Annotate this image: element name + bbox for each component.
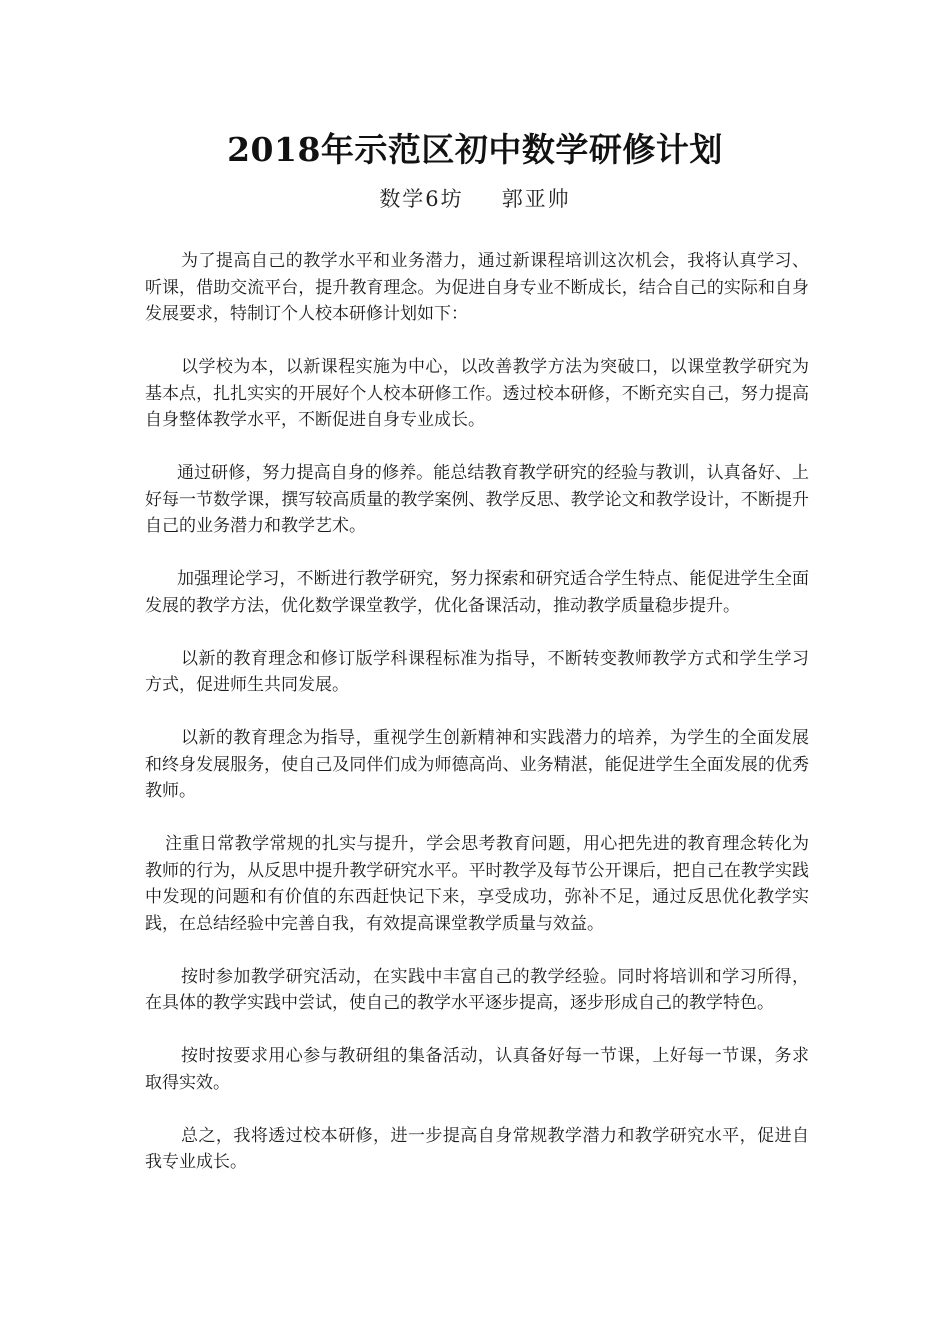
author-group: 数学6坊 [379, 187, 464, 211]
paragraph-conclusion: 总之，我将透过校本研修，进一步提高自身常规教学潜力和教学研究水平，促进自我专业成长。 [145, 1125, 809, 1172]
paragraph-theory-study: 加强理论学习，不断进行教学研究，努力探索和研究适合学生特点、能促进学生全面发展的教学方法，优化数学课堂教学，优化备课活动，推动教学质量稳步提升。 [145, 569, 809, 616]
document-title: 2018年示范区初中数学研修计划 [227, 130, 723, 169]
author-name: 郭亚帅 [501, 187, 571, 211]
paragraph-lesson-prep: 按时按要求用心参与教研组的集备活动，认真备好每一节课，上好每一节课，务求取得实效。 [145, 1046, 809, 1093]
paragraph-daily-routine: 注重日常教学常规的扎实与提升，学会思考教育问题，用心把先进的教育理念转化为教师的行为，从反思中提升教学研究水平。平时教学及每节公开课后，把自己在教学实践中发现的问题和有价值的东西赶快记下来，享受成功，弥补不足，通过反思优化教学实践，在总结经验中完善自我，有效提高课堂教学质量与效益。 [145, 834, 809, 934]
paragraph-new-standards: 以新的教育理念和修订版学科课程标准为指导，不断转变教师教学方式和学生学习方式，促进师生共同发展。 [145, 648, 809, 695]
document-byline [0, 184, 950, 214]
document-body [145, 248, 809, 1202]
paragraph-innovation: 以新的教育理念为指导，重视学生创新精神和实践潜力的培养，为学生的全面发展和终身发展服务，使自己及同伴们成为师德高尚、业务精湛，能促进学生全面发展的优秀教师。 [145, 728, 809, 801]
paragraph-research-activities: 按时参加教学研究活动，在实践中丰富自己的教学经验。同时将培训和学习所得，在具体的教学实践中尝试，使自己的教学水平逐步提高，逐步形成自己的教学特色。 [145, 966, 809, 1013]
paragraph-school-based: 以学校为本，以新课程实施为中心，以改善教学方法为突破口，以课堂教学研究为基本点，扎扎实实的开展好个人校本研修工作。透过校本研修，不断充实自己，努力提高自身整体教学水平，不断促进自身专业成长。 [145, 357, 809, 430]
paragraph-self-cultivation: 通过研修，努力提高自身的修养。能总结教育教学研究的经验与教训，认真备好、上好每一节数学课，撰写较高质量的教学案例、教学反思、教学论文和教学设计，不断提升自己的业务潜力和教学艺术。 [145, 463, 809, 536]
paragraph-intro: 为了提高自己的教学水平和业务潜力，通过新课程培训这次机会，我将认真学习、听课，借助交流平台，提升教育理念。为促进自身专业不断成长，结合自己的实际和自身发展要求，特制订个人校本研修计划如下： [145, 251, 809, 324]
